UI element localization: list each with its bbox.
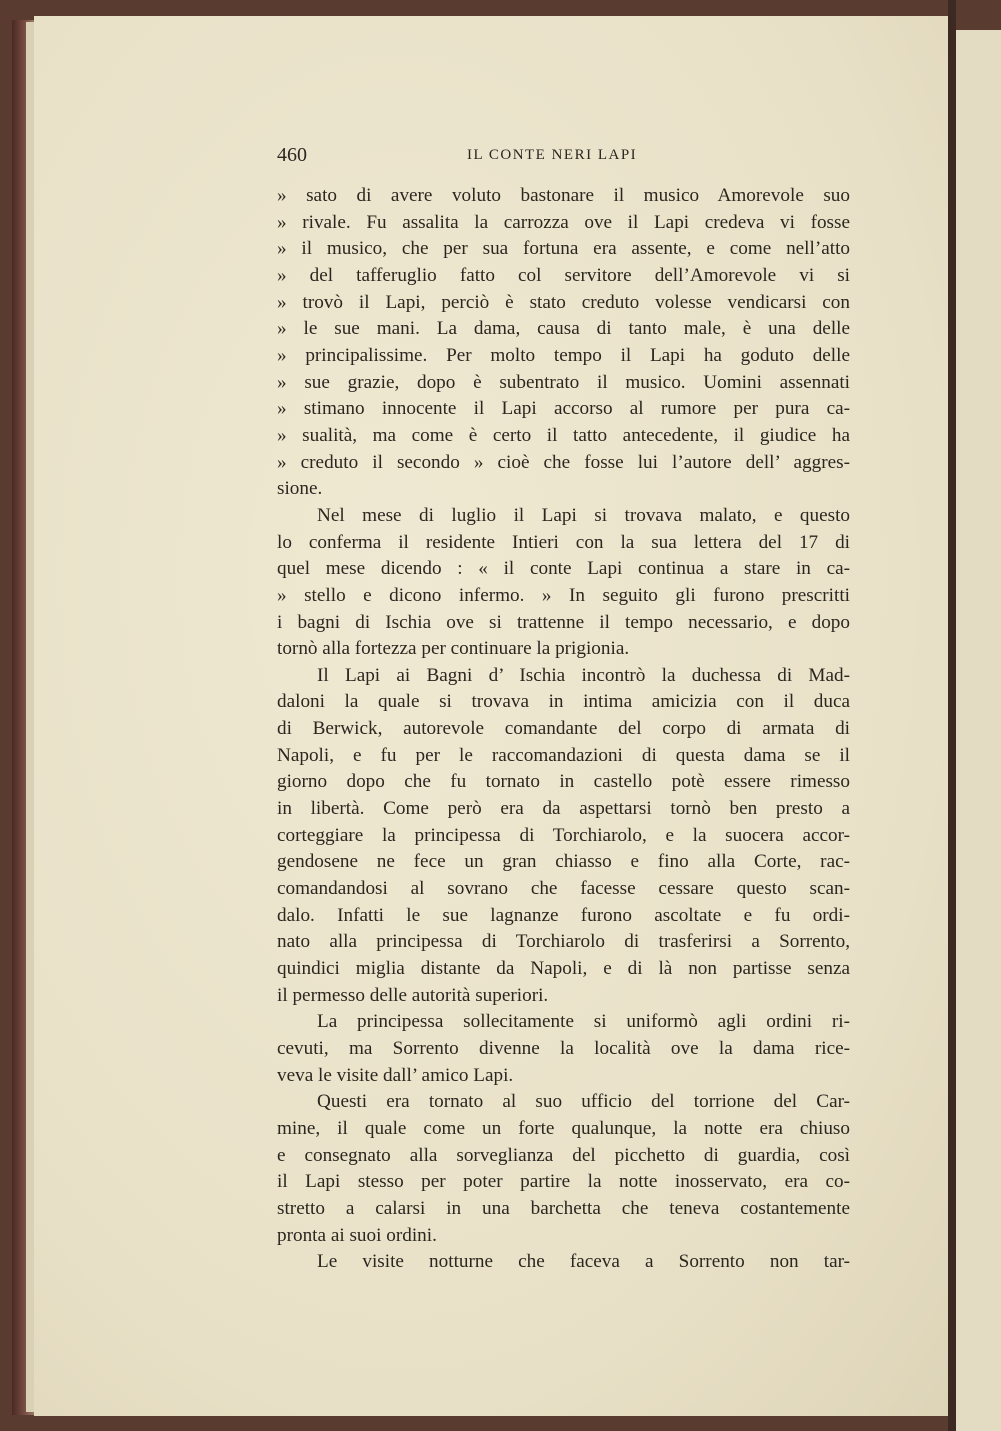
text-line: pronta ai suoi ordini.: [277, 1224, 437, 1246]
text-line: lo conferma il residente Intieri con la sua lettera del 17 di: [277, 531, 850, 553]
text-line: Le visite notturne che faceva a Sorrento non tar-: [317, 1251, 850, 1273]
text-line: » creduto il secondo » cioè che fosse lui l’autore dell’ aggres-: [277, 451, 850, 473]
text-line: corteggiare la principessa di Torchiarolo, e la suocera accor-: [277, 824, 850, 846]
text-line: » rivale. Fu assalita la carrozza ove il Lapi credeva vi fosse: [277, 211, 850, 233]
paragraph: [277, 1249, 850, 1276]
text-line: e consegnato alla sorveglianza del picchetto di guardia, così: [277, 1144, 850, 1166]
paragraph: [277, 1009, 850, 1089]
text-line: mine, il quale come un forte qualunque, la notte era chiuso: [277, 1117, 850, 1139]
text-line: in libertà. Come però era da aspettarsi tornò ben presto a: [277, 798, 850, 820]
text-line: Napoli, e fu per le raccomandazioni di questa dama se il: [277, 744, 850, 766]
text-line: cevuti, ma Sorrento divenne la località ove la dama rice-: [277, 1038, 850, 1059]
text-line: La principessa sollecitamente si uniformò agli ordini ri-: [317, 1011, 850, 1033]
text-line: » sue grazie, dopo è subentrato il musico. Uomini assennati: [277, 371, 850, 393]
text-line: veva le visite dall’ amico Lapi.: [277, 1064, 514, 1086]
text-line: Nel mese di luglio il Lapi si trovava malato, e questo: [317, 504, 850, 526]
text-line: quindici miglia distante da Napoli, e di là non partisse senza: [277, 958, 850, 980]
text-line: daloni la quale si trovava in intima amicizia con il duca: [277, 691, 850, 713]
page-number: 460: [277, 144, 307, 166]
facing-page-edge: [956, 30, 1001, 1431]
text-line: » il musico, che per sua fortuna era assente, e come nell’atto: [277, 238, 850, 260]
text-line: sione.: [277, 478, 323, 500]
paragraph: [277, 503, 850, 663]
text-line: gendosene ne fece un gran chiasso e fino alla Corte, rac-: [277, 851, 850, 873]
text-line: » sato di avere voluto bastonare il musico Amorevole suo: [277, 185, 850, 206]
body-text: [277, 183, 850, 1276]
running-title: IL CONTE NERI LAPI: [467, 147, 638, 163]
text-line: tornò alla fortezza per continuare la prigionia.: [277, 638, 630, 660]
text-line: comandandosi al sovrano che facesse cessare questo scan-: [277, 878, 850, 900]
text-line: nato alla principessa di Torchiarolo di trasferirsi a Sorrento,: [277, 931, 850, 953]
text-line: » le sue mani. La dama, causa di tanto male, è una delle: [277, 318, 850, 340]
text-line: il Lapi stesso per poter partire la notte inosservato, era co-: [277, 1171, 850, 1193]
text-line: » trovò il Lapi, perciò è stato creduto volesse vendicarsi con: [277, 291, 850, 313]
paragraph: [277, 1089, 850, 1249]
text-line: di Berwick, autorevole comandante del corpo di armata di: [277, 718, 850, 740]
text-line: » sualità, ma come è certo il tatto antecedente, il giudice ha: [277, 424, 850, 446]
text-line: » stimano innocente il Lapi accorso al rumore per pura ca-: [277, 398, 850, 420]
text-line: quel mese dicendo : « il conte Lapi continua a stare in ca-: [277, 558, 850, 580]
text-line: stretto a calarsi in una barchetta che teneva costantemente: [277, 1197, 850, 1219]
text-line: Il Lapi ai Bagni d’ Ischia incontrò la duchessa di Mad-: [317, 664, 850, 686]
paragraph: [277, 663, 850, 1010]
paragraph: [277, 183, 850, 503]
text-line: dalo. Infatti le sue lagnanze furono ascoltate e fu ordi-: [277, 904, 850, 926]
text-line: » del tafferuglio fatto col servitore dell’Amorevole vi si: [277, 264, 850, 286]
running-header: [277, 144, 850, 168]
text-line: il permesso delle autorità superiori.: [277, 984, 549, 1006]
page-gutter: [948, 0, 956, 1431]
text-line: Questi era tornato al suo ufficio del torrione del Car-: [317, 1091, 850, 1113]
text-line: i bagni di Ischia ove si trattenne il tempo necessario, e dopo: [277, 611, 850, 633]
text-line: » principalissime. Per molto tempo il Lapi ha goduto delle: [277, 344, 850, 366]
text-line: giorno dopo che fu tornato in castello potè essere rimesso: [277, 771, 850, 793]
text-line: » stello e dicono infermo. » In seguito gli furono prescritti: [277, 584, 850, 606]
